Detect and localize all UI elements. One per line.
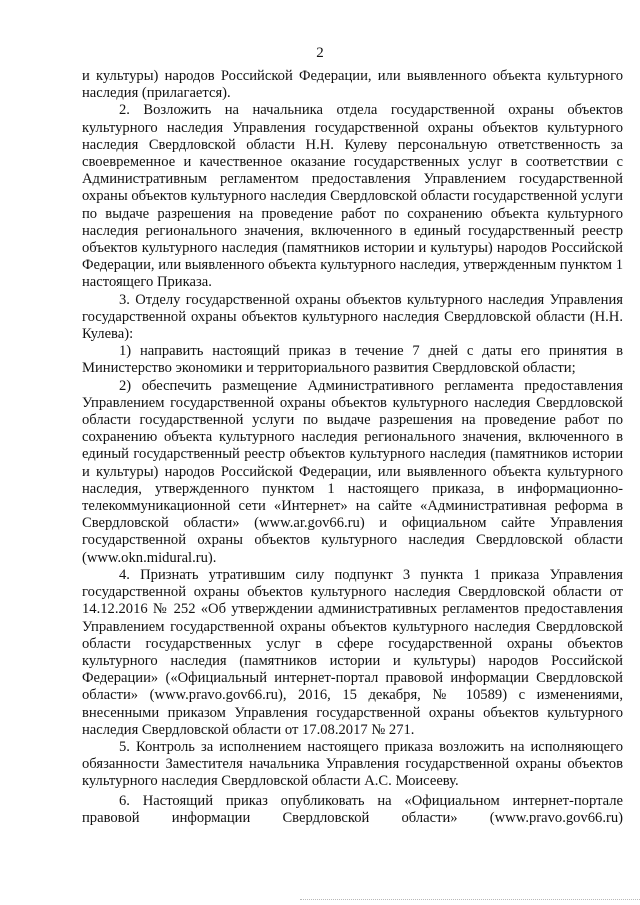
paragraph-item-4: 4. Признать утратившим силу подпункт 3 пункта 1 приказа Управления государственной охраны объектов культурного наследия Свердловской области от 14.12.2016 № 252 «Об утверждении административных регламентов предоставления Управлением государственной охраны объектов культурного наследия Свердловской области государственных услуг в сфере государственной охраны объектов культурного наследия (памятников истории и культуры) народов Российской Федерации» («Официальный интернет-портал правовой информации Свердловской области» (www.pravo.gov66.ru), 2016, 15 декабря, № 10589) с изменениями, внесенными приказом Управления государственной охраны объектов культурного наследия Свердловской области от 17.08.2017 № 271.: [82, 566, 623, 738]
paragraph-item-6: 6. Настоящий приказ опубликовать на «Официальном интернет-портале правовой информации Свердловской области» (www.pravo.gov66.ru): [82, 792, 623, 826]
document-body: [82, 68, 623, 827]
paragraph-item-3-1: 1) направить настоящий приказ в течение 7 дней с даты его принятия в Министерство экономики и территориального развития Свердловской области;: [82, 343, 623, 377]
paragraph-item-3: 3. Отделу государственной охраны объектов культурного наследия Управления государственной охраны объектов культурного наследия Свердловской области (Н.Н. Кулева):: [82, 291, 623, 343]
paragraph-item-5: 5. Контроль за исполнением настоящего приказа возложить на исполняющего обязанности Заместителя начальника Управления государственной охраны объектов культурного наследия Свердловской области А.С. Моисееву.: [82, 738, 623, 790]
page-number: 2: [316, 45, 324, 61]
paragraph-item-2: 2. Возложить на начальника отдела государственной охраны объектов культурного наследия Управления государственной охраны объектов культурного наследия Свердловской области Н.Н. Кулеву персональную ответственность за своевременное и качественное оказание государственных услуг в соответствии с Административным регламентом предоставления Управлением государственной охраны объектов культурного наследия Свердловской области государственной услуги по выдаче разрешения на проведение работ по сохранению объекта культурного наследия регионального значения, включенного в единый государственный реестр объектов культурного наследия (памятников истории и культуры) народов Российской Федерации, или выявленного объекта культурного наследия, утвержденным пунктом 1 настоящего Приказа.: [82, 102, 623, 291]
paragraph-item-3-2: 2) обеспечить размещение Административного регламента предоставления Управлением государственной охраны объектов культурного наследия Свердловской области государственной услуги по выдаче разрешения на проведение работ по сохранению объекта культурного наследия регионального значения, включенного в единый государственный реестр объектов культурного наследия (памятников истории и культуры) народов Российской Федерации, или выявленного объекта культурного наследия, утвержденного пунктом 1 настоящего приказа, в информационно-телекоммуникационной сети «Интернет» на сайте «Административная реформа в Свердловской области» (www.ar.gov66.ru) и официальном сайте Управления государственной охраны объектов культурного наследия Свердловской области (www.okn.midural.ru).: [82, 377, 623, 566]
paragraph-continuation: и культуры) народов Российской Федерации, или выявленного объекта культурного наследия (прилагается).: [82, 68, 623, 102]
scan-edge-line: [300, 899, 640, 901]
